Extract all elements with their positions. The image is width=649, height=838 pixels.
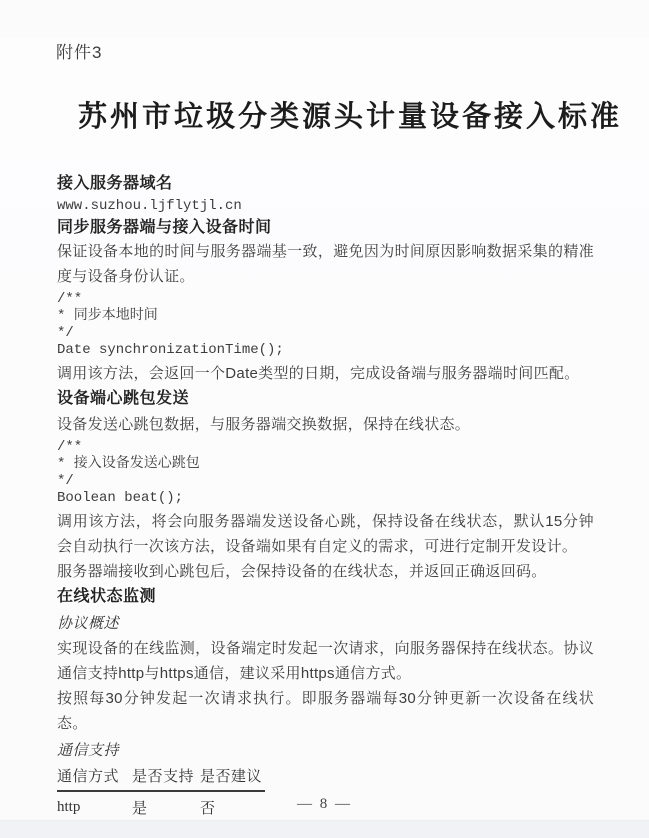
code-sync-method-signature: Date synchronizationTime();	[57, 342, 284, 358]
heading-online-status-monitoring: 在线状态监测	[57, 588, 157, 605]
server-domain-url: www.suzhou.ljflytjl.cn	[57, 198, 242, 214]
document-body	[57, 173, 594, 818]
table-cell-supported: 是	[132, 800, 148, 817]
document-page	[0, 38, 649, 838]
document-title: 苏州市垃圾分类源头计量设备接入标准	[77, 101, 622, 133]
subheading-protocol-overview: 协议概述	[57, 615, 120, 632]
table-header	[57, 765, 265, 791]
code-comment-open: /**	[57, 291, 83, 307]
table-header-row	[57, 765, 265, 791]
page-number: — 8 —	[297, 796, 352, 812]
code-comment-send-heartbeat: * 接入设备发送心跳包	[57, 456, 200, 472]
subheading-communication-support: 通信支持	[57, 742, 120, 759]
paragraph-sync-method-description: 调用该方法，会返回一个Date类型的日期，完成设备端与服务器端时间匹配。	[57, 365, 580, 382]
table-header-supported: 是否支持	[132, 765, 200, 791]
scan-edge-band	[0, 820, 649, 838]
heading-time-sync: 同步服务器端与接入设备时间	[57, 219, 272, 236]
paragraph-time-sync: 保证设备本地的时间与服务器端基一致，避免因为时间原因影响数据采集的精准度与设备身份认证。	[57, 243, 594, 285]
paragraph-online-interval: 按照每30分钟发起一次请求执行。即服务器端每30分钟更新一次设备在线状态。	[57, 690, 594, 732]
table-header-recommended: 是否建议	[200, 765, 265, 791]
code-comment-open: /**	[57, 439, 83, 455]
paragraph-beat-server-response: 服务器端接收到心跳包后，会保持设备的在线状态，并返回正确返回码。	[57, 563, 547, 580]
paragraph-beat-method-description: 调用该方法，将会向服务器端发送设备心跳，保持设备在线状态，默认15分钟会自动执行一次该方法，设备端如果有自定义的需求，可进行定制开发设计。	[57, 513, 594, 555]
paragraph-online-monitoring: 实现设备的在线监测，设备端定时发起一次请求，向服务器保持在线状态。协议通信支持http与https通信，建议采用https通信方式。	[57, 640, 594, 682]
table-cell-method: http	[57, 799, 81, 815]
paragraph-heartbeat-intro: 设备发送心跳包数据，与服务器端交换数据，保持在线状态。	[57, 416, 471, 433]
code-comment-close: */	[57, 473, 74, 489]
table-header-comm-method: 通信方式	[57, 765, 132, 791]
table-cell-recommended: 否	[200, 800, 216, 817]
code-comment-sync-local-time: * 同步本地时间	[57, 308, 158, 324]
heading-server-domain: 接入服务器域名	[57, 175, 173, 192]
heading-heartbeat: 设备端心跳包发送	[57, 390, 190, 407]
code-beat-method-signature: Boolean beat();	[57, 490, 184, 506]
code-comment-close: */	[57, 325, 74, 341]
attachment-label: 附件3	[56, 43, 103, 62]
